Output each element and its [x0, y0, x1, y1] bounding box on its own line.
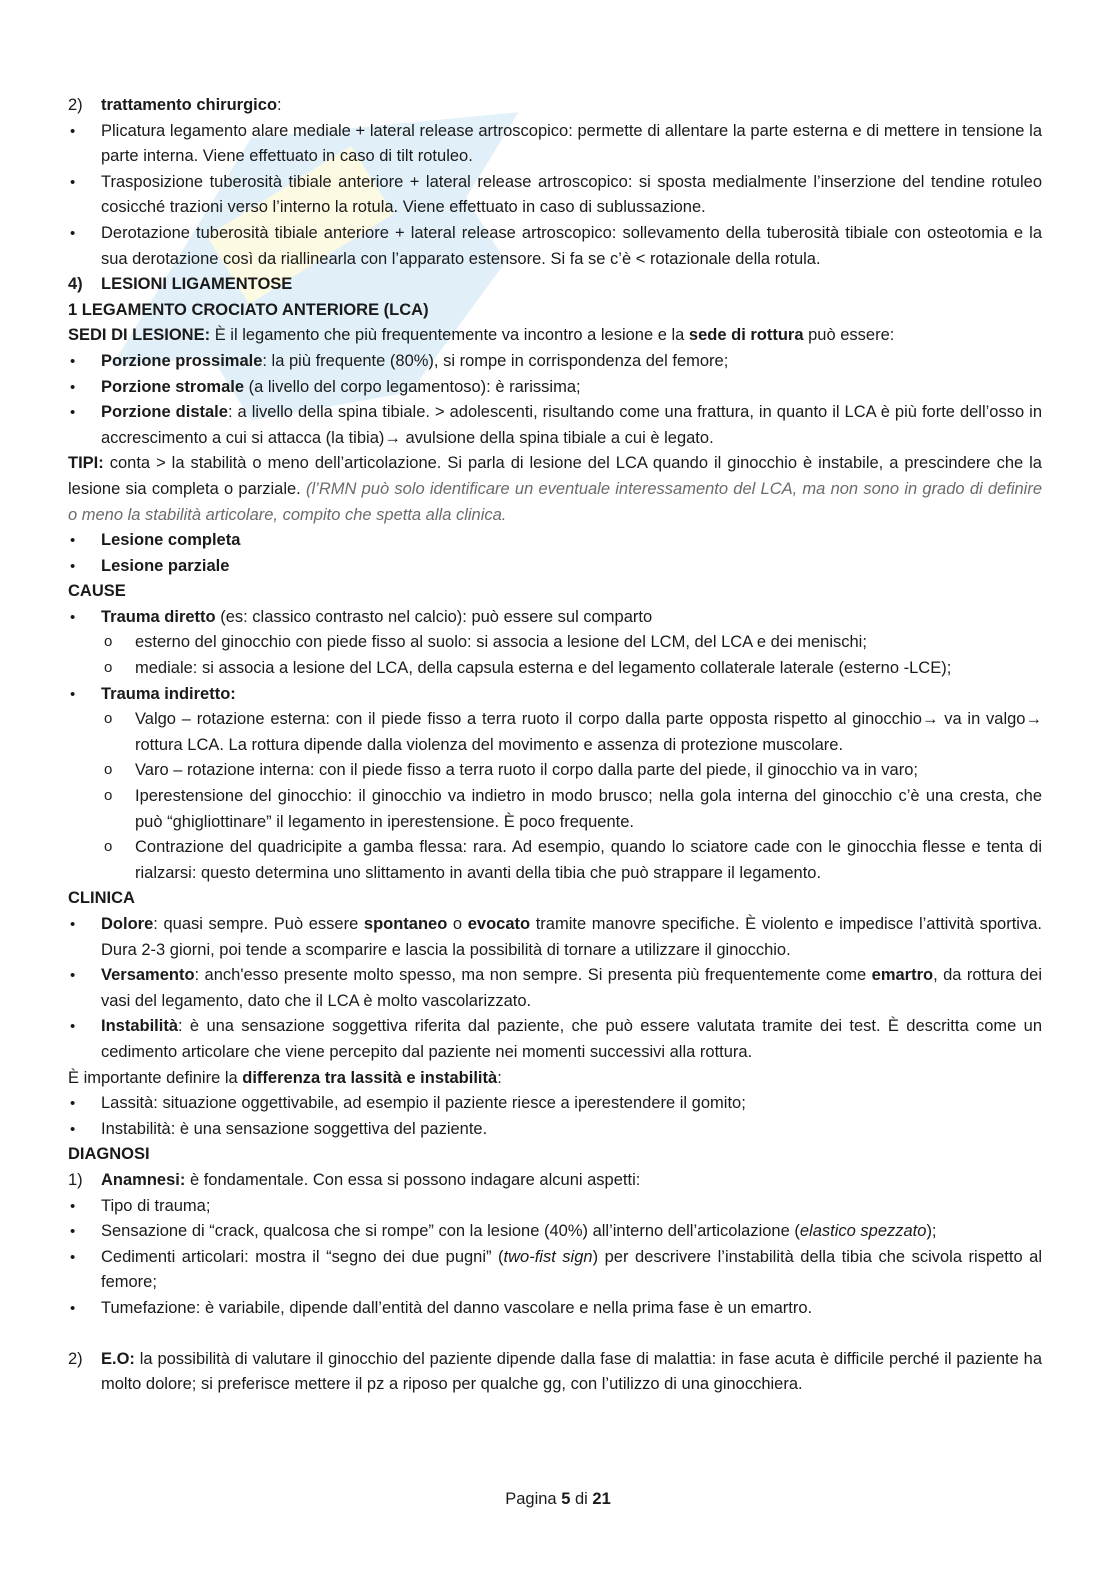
bullet-item: • Lesione completa — [68, 528, 1042, 554]
bullet-item: • Versamento: anch'esso presente molto spesso, ma non sempre. Si presenta più frequentemente come emartro, da rottura dei vasi del legamento, dato che il LCA è molto vascolarizzato. — [68, 963, 1042, 1014]
subsection-heading: 1 LEGAMENTO CROCIATO ANTERIORE (LCA) — [68, 300, 429, 319]
section-label: DIAGNOSI — [68, 1145, 150, 1164]
section-label: CAUSE — [68, 582, 126, 601]
sub-bullet-item: o Contrazione del quadricipite a gamba flessa: rara. Ad esempio, quando lo sciatore cade con le ginocchia flesse e tenta di rialzarsi: questo determina uno slittamento in avanti della tibia che può strappare il legamento. — [68, 835, 1042, 886]
list-number: 2) — [68, 96, 83, 114]
bullet-item: • Sensazione di “crack, qualcosa che si rompe” con la lesione (40%) all’interno dell’articolazione (elastico spezzato); — [68, 1219, 1042, 1245]
bullet-item: • Cedimenti articolari: mostra il “segno dei due pugni” (two-fist sign) per descrivere l’instabilità della tibia che scivola rispetto al femore; — [68, 1245, 1042, 1296]
text-run: : — [277, 96, 282, 114]
sub-bullet-item: o Varo – rotazione interna: con il piede fisso a terra ruoto il corpo dalla parte del piede, il ginocchio va in varo; — [68, 758, 1042, 784]
sub-bullet-item: o esterno del ginocchio con piede fisso al suolo: si associa a lesione del LCM, del LCA e dei menischi; — [68, 630, 1042, 656]
bullet-item: • Instabilità: è una sensazione soggettiva del paziente. — [68, 1117, 1042, 1143]
sub-bullet-item: o Valgo – rotazione esterna: con il piede fisso a terra ruoto il corpo dalla parte opposta rispetto al ginocchio→ va in valgo→ rottura LCA. La rottura dipende dalla violenza del movimento e assenza di protezione muscolare. — [68, 707, 1042, 758]
sub-bullet-item: o mediale: si associa a lesione del LCA, della capsula esterna e del legamento collaterale laterale (esterno -LCE); — [68, 656, 1042, 682]
annotation-note: (l’RMN può solo identificare un eventuale interessamento del LCA, ma non sono in grado di definire o meno la stabilità articolare, compito che spetta alla clinica. — [68, 479, 1042, 524]
page-footer: Pagina 5 di 21 — [505, 1490, 611, 1508]
numbered-item: 1) Anamnesi: è fondamentale. Con essa si possono indagare alcuni aspetti: — [68, 1168, 1042, 1194]
sub-bullet-item: o Iperestensione del ginocchio: il ginocchio va indietro in modo brusco; nella gola interna del ginocchio c’è una cresta, che può “ghigliottinare” il legamento in iperestensione. È poco frequente. — [68, 784, 1042, 835]
paragraph: È importante definire la differenza tra lassità e instabilità: — [68, 1068, 502, 1087]
bullet-item: • Trauma diretto (es: classico contrasto nel calcio): può essere sul comparto — [68, 605, 1042, 631]
section-heading: 4) LESIONI LIGAMENTOSE — [68, 272, 1042, 298]
bullet-item: • Lesione parziale — [68, 554, 1042, 580]
document-body — [68, 93, 1042, 1398]
bullet-item: • Lassità: situazione oggettivabile, ad esempio il paziente riesce a iperestendere il gomito; — [68, 1091, 1042, 1117]
bold-term: trattamento chirurgico — [101, 96, 278, 114]
bullet-item: • Tipo di trauma; — [68, 1194, 1042, 1220]
spacer — [68, 1322, 1042, 1347]
page-total: 21 — [592, 1490, 611, 1508]
numbered-item: 2) E.O: la possibilità di valutare il ginocchio del paziente dipende dalla fase di malattia: in fase acuta è difficile perché il paziente ha molto dolore; si preferisce mettere il pz a riposo per qualche gg, con l’utilizzo di una ginocchiera. — [68, 1347, 1042, 1398]
list-number: 4) — [68, 275, 83, 294]
section-label: CLINICA — [68, 889, 135, 908]
bullet-item: • Tumefazione: è variabile, dipende dall’entità del danno vascolare e nella prima fase è un emartro. — [68, 1296, 1042, 1322]
bullet-item: • Porzione distale: a livello della spina tibiale. > adolescenti, risultando come una frattura, in quanto il LCA è più forte dell’osso in accrescimento a cui si attacca (la tibia)→ avulsione della spina tibiale a cui è legato. — [68, 400, 1042, 451]
bullet-item: • Derotazione tuberosità tibiale anteriore + lateral release artroscopico: sollevamento della tuberosità tibiale con osteotomia e la sua derotazione così da riallinearla con l’apparato estensore. Si fa se c’è < rotazionale della rotula. — [68, 221, 1042, 272]
bullet-item: • Porzione stromale (a livello del corpo legamentoso): è rarissima; — [68, 375, 1042, 401]
page-number: 5 — [561, 1490, 571, 1508]
bullet-item: • Plicatura legamento alare mediale + lateral release artroscopico: permette di allentare la parte esterna e di mettere in tensione la parte interna. Viene effettuato in caso di tilt rotuleo. — [68, 119, 1042, 170]
paragraph: SEDI DI LESIONE: È il legamento che più frequentemente va incontro a lesione e la sede di rottura può essere: — [68, 326, 895, 345]
bullet-item: • Trauma indiretto: — [68, 682, 1042, 708]
bullet-item: • Porzione prossimale: la più frequente (80%), si rompe in corrispondenza del femore; — [68, 349, 1042, 375]
list-number: 1) — [68, 1170, 83, 1189]
bullet-item: • Instabilità: è una sensazione soggettiva riferita dal paziente, che può essere valutata tramite dei test. È descritta come un cedimento articolare che viene percepito dal paziente nei momenti successivi alla rottura. — [68, 1014, 1042, 1065]
list-number: 2) — [68, 1349, 83, 1368]
bullet-item: • Dolore: quasi sempre. Può essere spontaneo o evocato tramite manovre specifiche. È violento e impedisce l’attività sportiva. Dura 2-3 giorni, poi tende a scomparire e lascia la possibilità di tornare a utilizzare il ginocchio. — [68, 912, 1042, 963]
bullet-item: • Trasposizione tuberosità tibiale anteriore + lateral release artroscopico: si sposta medialmente l’inserzione del tendine rotuleo cosicché trazioni verso l’interno la rotula. Viene effettuato in caso di sublussazione. — [68, 170, 1042, 221]
paragraph: TIPI: conta > la stabilità o meno dell’articolazione. Si parla di lesione del LCA quando il ginocchio è instabile, a prescindere che la lesione sia completa o parziale. (l’RMN può solo identificare un eventuale interessamento del LCA, ma non sono in grado di definire o meno la stabilità articolare, compito che spetta alla clinica. — [68, 454, 1042, 524]
numbered-heading — [68, 93, 1042, 119]
